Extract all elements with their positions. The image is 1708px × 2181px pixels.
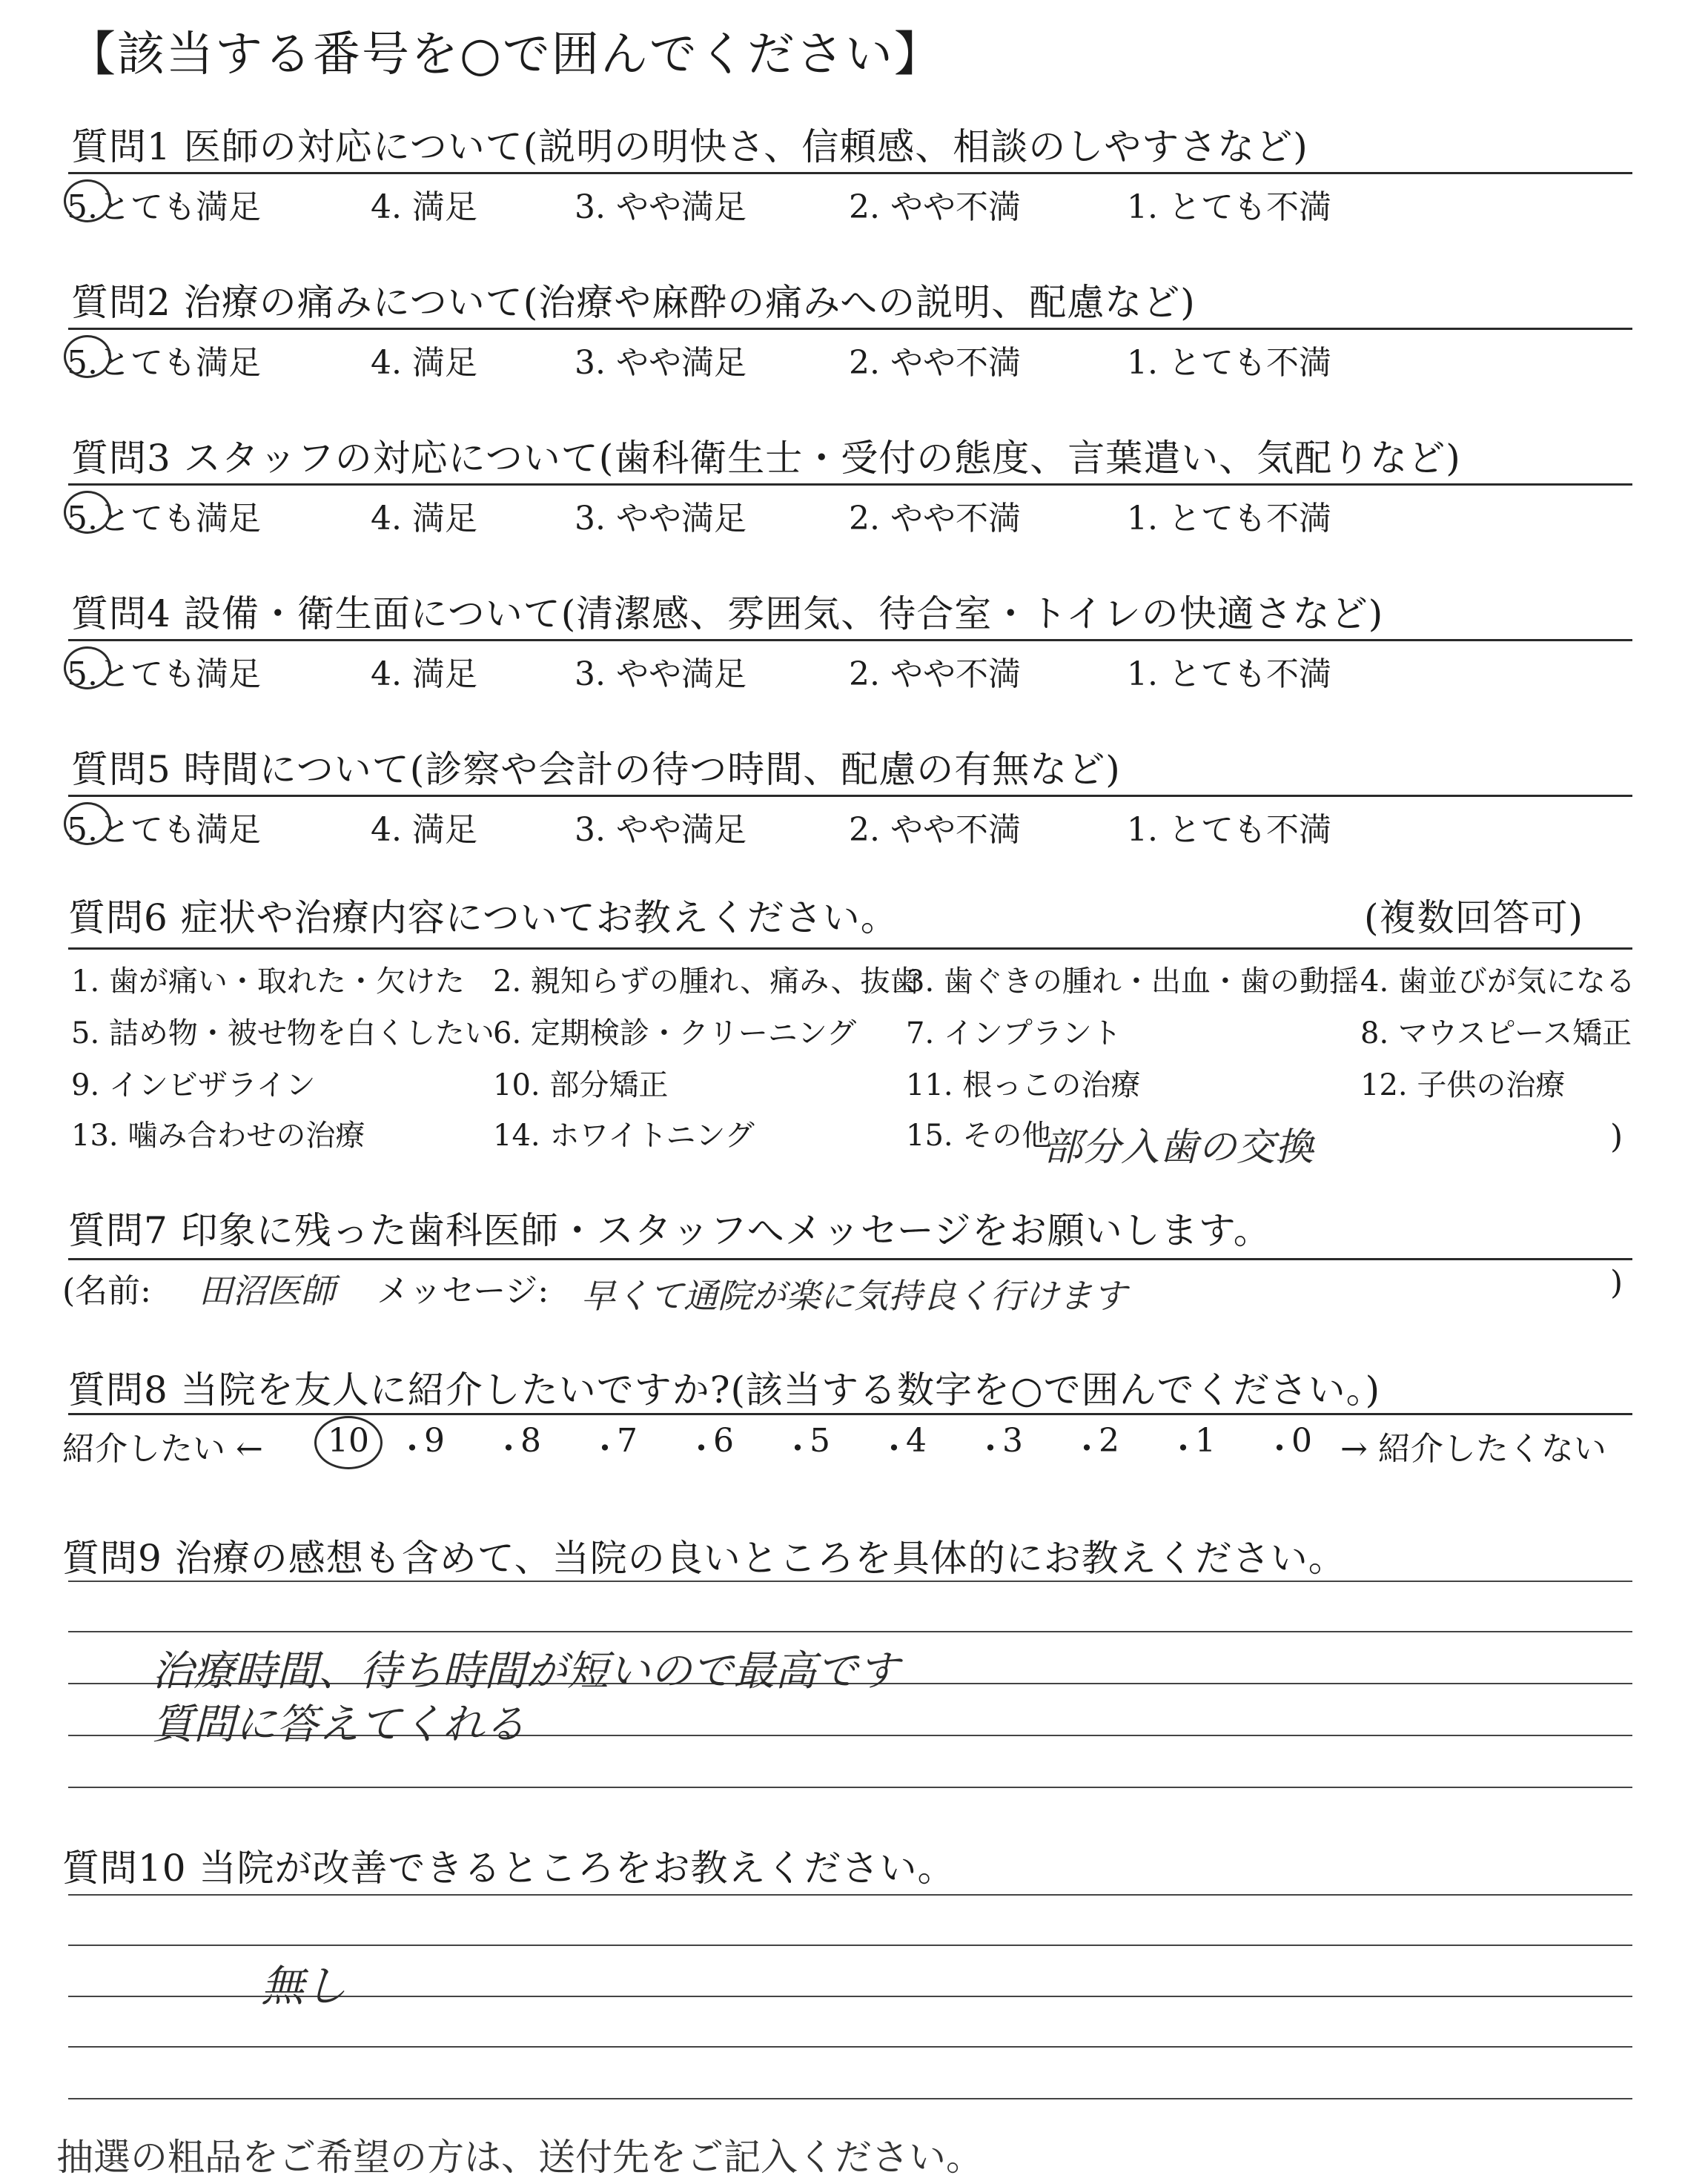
q5-title: 質問5 時間について(診察や会計の待つ時間、配慮の有無など) [71,748,1121,791]
q6-option-11[interactable]: 11. 根っこの治療 [906,1068,1141,1102]
q4-title: 質問4 設備・衛生面について(清潔感、雰囲気、待合室・トイレの快適さなど) [71,592,1384,635]
q10-line-2 [68,1945,1632,1946]
q6-multi-note: (複数回答可) [1364,896,1584,939]
q3-option-3[interactable]: 3. やや満足 [575,500,747,537]
q8-selection-circle [314,1416,383,1469]
q1-rule [68,172,1632,174]
q8-scale-separator: ・ [878,1430,910,1468]
q5-option-1[interactable]: 1. とても不満 [1127,811,1331,849]
q8-scale-4[interactable]: 4 [906,1422,927,1460]
q2-title: 質問2 治療の痛みについて(治療や麻酔の痛みへの説明、配慮など) [71,281,1196,324]
q8-scale-9[interactable]: 9 [424,1422,445,1460]
q10-title: 質問10 当院が改善できるところをお教えください。 [62,1847,956,1890]
q3-rule [68,483,1632,486]
q6-option-14[interactable]: 14. ホワイトニング [493,1119,755,1153]
q9-line-5 [68,1787,1632,1788]
q4-option-2[interactable]: 2. やや不満 [849,655,1021,693]
q5-rule [68,795,1632,797]
q8-scale-separator: ・ [1070,1430,1103,1468]
q8-scale-10[interactable]: 10 [328,1422,369,1460]
q10-answer[interactable]: 無し [261,1961,348,2011]
q3-title: 質問3 スタッフの対応について(歯科衛生士・受付の態度、言葉遣い、気配りなど) [71,437,1461,480]
q8-title: 質問8 当院を友人に紹介したいですか?(該当する数字を○で囲んでください。) [68,1368,1381,1411]
q10-line-1 [68,1894,1632,1896]
q6-option-9[interactable]: 9. インビザライン [71,1068,316,1102]
q8-scale-separator: ・ [589,1430,621,1468]
q1-selection-circle [64,179,111,222]
q4-rule [68,639,1632,641]
q5-option-2[interactable]: 2. やや不満 [849,811,1021,849]
q2-option-5[interactable]: 5.とても満足 [67,344,261,382]
q8-scale-5[interactable]: 5 [810,1422,830,1460]
q3-option-2[interactable]: 2. やや不満 [849,500,1021,537]
q9-title: 質問9 治療の感想も含めて、当院の良いところを具体的にお教えください。 [62,1537,1346,1580]
q5-selection-circle [64,802,111,845]
q2-option-1[interactable]: 1. とても不満 [1127,344,1331,382]
q1-option-4[interactable]: 4. 満足 [371,188,477,226]
q6-option-5[interactable]: 5. 詰め物・被せ物を白くしたい [71,1016,494,1050]
q8-scale-separator: ・ [974,1430,1007,1468]
q1-option-1[interactable]: 1. とても不満 [1127,188,1331,226]
q2-selection-circle [64,335,111,378]
q5-option-4[interactable]: 4. 満足 [371,811,477,849]
q6-option-4[interactable]: 4. 歯並びが気になる [1360,964,1635,999]
q6-option-7[interactable]: 7. インプラント [906,1016,1122,1050]
q1-option-2[interactable]: 2. やや不満 [849,188,1021,226]
q8-scale-2[interactable]: 2 [1099,1422,1119,1460]
q9-line-2 [68,1631,1632,1632]
q4-option-1[interactable]: 1. とても不満 [1127,655,1331,693]
q4-selection-circle [64,646,111,689]
q8-scale-separator: ・ [685,1430,718,1468]
q8-scale-1[interactable]: 1 [1195,1422,1216,1460]
q6-option-10[interactable]: 10. 部分矯正 [493,1068,669,1102]
q8-scale-separator: ・ [1263,1430,1296,1468]
q6-option-8[interactable]: 8. マウスピース矯正 [1360,1016,1632,1050]
q8-right-label: → 紹介したくない [1340,1430,1606,1468]
q6-rule [68,947,1632,950]
q8-scale-8[interactable]: 8 [520,1422,541,1460]
q9-answer-line-1[interactable]: 治療時間、待ち時間が短いので最高です [152,1647,899,1695]
q7-message-value[interactable]: 早くて通院が楽に気持良く行けます [581,1276,1127,1316]
q8-scale-separator: ・ [396,1430,428,1468]
q6-option-2[interactable]: 2. 親知らずの腫れ、痛み、抜歯 [493,964,920,999]
q6-close-paren: ) [1610,1118,1623,1156]
q3-option-1[interactable]: 1. とても不満 [1127,500,1331,537]
q7-name-value[interactable]: 田沼医師 [199,1271,335,1311]
q7-name-label: (名前: [62,1272,151,1310]
q7-rule [68,1258,1632,1260]
q3-selection-circle [64,491,111,534]
q10-line-4 [68,2046,1632,2048]
footer-note: 抽選の粗品をご希望の方は、送付先をご記入ください。 [56,2136,983,2179]
q1-option-3[interactable]: 3. やや満足 [575,188,747,226]
q8-scale-6[interactable]: 6 [713,1422,734,1460]
q8-scale-7[interactable]: 7 [617,1422,638,1460]
q6-option-1[interactable]: 1. 歯が痛い・取れた・欠けた [71,964,465,999]
q2-option-2[interactable]: 2. やや不満 [849,344,1021,382]
q5-option-5[interactable]: 5.とても満足 [67,811,261,849]
q3-option-4[interactable]: 4. 満足 [371,500,477,537]
q8-left-label: 紹介したい ← [62,1430,263,1468]
q1-option-5[interactable]: 5.とても満足 [67,188,261,226]
q4-option-5[interactable]: 5.とても満足 [67,655,261,693]
q7-close-paren: ) [1610,1264,1623,1302]
q9-answer-line-2[interactable]: 質問に答えてくれる [152,1701,526,1749]
q2-rule [68,328,1632,330]
q6-option-13[interactable]: 13. 噛み合わせの治療 [71,1119,365,1153]
q4-option-3[interactable]: 3. やや満足 [575,655,747,693]
q6-option-3[interactable]: 3. 歯ぐきの腫れ・出血・歯の動揺 [906,964,1359,999]
q8-scale-separator: ・ [492,1430,525,1468]
q8-scale-0[interactable]: 0 [1291,1422,1312,1460]
q9-line-1 [68,1581,1632,1582]
q8-scale-separator: ・ [1167,1430,1199,1468]
q10-line-5 [68,2098,1632,2099]
q2-option-4[interactable]: 4. 満足 [371,344,477,382]
q6-title: 質問6 症状や治療内容についてお教えください。 [68,896,898,939]
q2-option-3[interactable]: 3. やや満足 [575,344,747,382]
q5-option-3[interactable]: 3. やや満足 [575,811,747,849]
q7-message-label: メッセージ: [377,1272,549,1310]
q7-title: 質問7 印象に残った歯科医師・スタッフへメッセージをお願いします。 [68,1209,1271,1252]
q6-option-12[interactable]: 12. 子供の治療 [1360,1068,1566,1102]
q8-scale-3[interactable]: 3 [1002,1422,1023,1460]
instruction-heading: 【該当する番号を○で囲んでください】 [68,27,943,82]
q4-option-4[interactable]: 4. 満足 [371,655,477,693]
q6-option-6[interactable]: 6. 定期検診・クリーニング [493,1016,857,1050]
q8-rule [68,1413,1632,1415]
q3-option-5[interactable]: 5.とても満足 [67,500,261,537]
q6-other-answer[interactable]: 部分入歯の交換 [1044,1125,1314,1170]
q6-option-15[interactable]: 15. その他 [906,1119,1052,1153]
q1-title: 質問1 医師の対応について(説明の明快さ、信頼感、相談のしやすさなど) [71,125,1308,168]
q8-scale-separator: ・ [781,1430,814,1468]
